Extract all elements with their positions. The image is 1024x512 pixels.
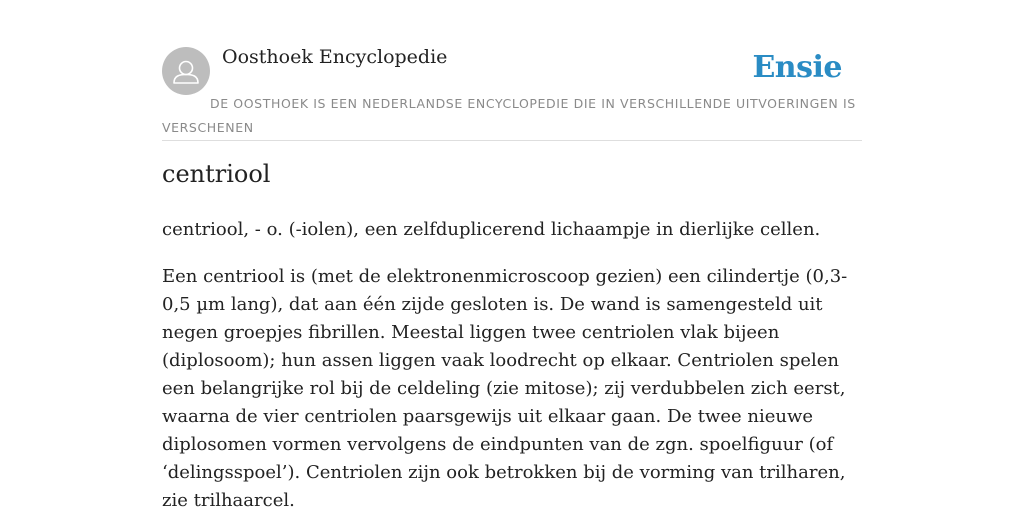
avatar[interactable] [162,47,210,95]
entry-definition: centriool, - o. (-iolen), een zelfduplicerend lichaampje in dierlijke cellen. [162,219,821,240]
entry-content [162,216,852,512]
entry-body: Een centriool is (met de elektronenmicroscoop gezien) een cilindertje (0,3-0,5 µm lang), dat aan één zijde gesloten is. De wand is samengesteld uit negen groepjes fibrillen. Meestal liggen twee centriolen vlak bijeen (diplosoom); hun assen liggen vaak loodrecht op elkaar. Centriolen spelen een belangrijke rol bij de celdeling (zie mitose); zij verdubbelen zich eerst, waarna de vier centriolen paarsgewijs uit elkaar gaan. De twee nieuwe diplosomen vormen vervolgens de eindpunten van de zgn. spoelfiguur (of ‘delingsspoel’). Centriolen zijn ook betrokken bij de vorming van trilharen, zie trilhaarcel. [162,266,848,511]
brand-logo[interactable]: Ensie [752,50,842,85]
site-header [162,44,862,141]
site-title[interactable]: Oosthoek Encyclopedie [222,46,448,68]
site-tagline: DE OOSTHOEK IS EEN NEDERLANDSE ENCYCLOPEDIE DIE IN VERSCHILLENDE UITVOERINGEN IS VERSCHENEN [162,96,856,135]
user-icon [162,47,210,95]
entry-title: centriool [162,160,271,188]
